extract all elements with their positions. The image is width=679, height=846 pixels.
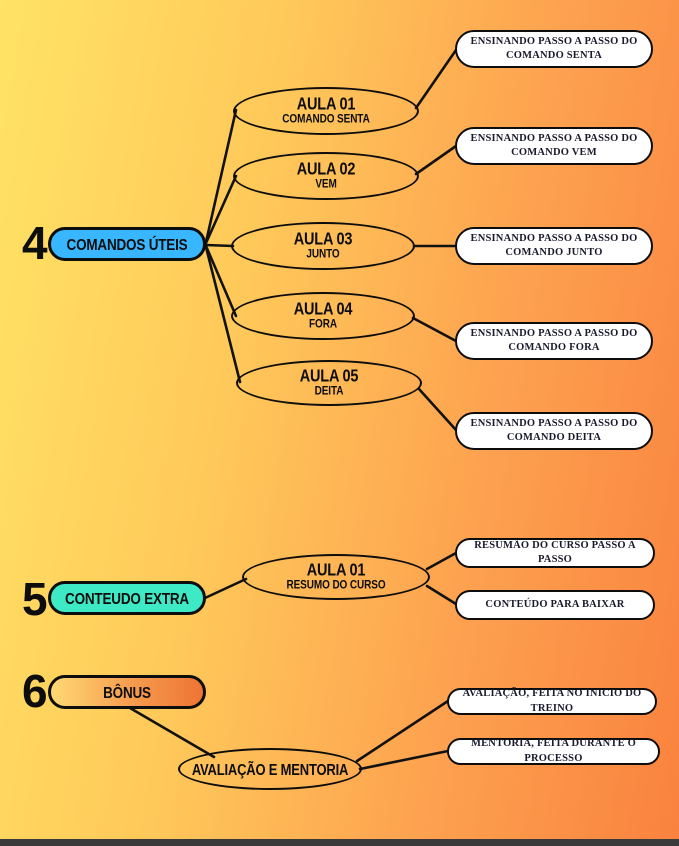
leaf-fora: ENSINANDO PASSO A PASSO DO COMANDO FORA (455, 322, 653, 360)
section-4-number: 4 (22, 217, 48, 269)
subtopic-title: AULA 01 (306, 561, 366, 581)
leaf-avaliacao: AVALIAÇÃO, FEITA NO INICIO DO TREINO (447, 688, 657, 715)
section-6-number: 6 (22, 665, 48, 717)
subtopic-aula-05-deita (236, 360, 422, 406)
leaf-resumao-do-curso: RESUMÃO DO CURSO PASSO A PASSO (455, 538, 655, 568)
subtopic-subtitle: COMANDO SENTA (282, 113, 370, 126)
subtopic-subtitle: JUNTO (306, 248, 340, 261)
section-4-topic-label: COMANDOS ÚTEIS (66, 235, 188, 253)
subtopic-subtitle: FORA (309, 318, 337, 331)
section-4-topic-comandos-uteis (48, 227, 206, 261)
section-5-topic-label: CONTEUDO EXTRA (65, 589, 189, 607)
bottom-edge-bar (0, 839, 679, 846)
subtopic-subtitle: RESUMO DO CURSO (286, 579, 386, 592)
subtopic-aula-01-comando-senta (233, 87, 419, 135)
subtopic-title: AULA 01 (296, 95, 356, 115)
subtopic-aula-01-resumo-do-curso (242, 554, 430, 600)
section-6-topic-bonus (48, 675, 206, 709)
section-5-topic-conteudo-extra (48, 581, 206, 615)
subtopic-subtitle: VEM (315, 178, 337, 191)
subtopic-aula-03-junto (231, 222, 415, 270)
subtopic-aula-04-fora (231, 292, 415, 340)
leaf-mentoria: MENTORIA, FEITA DURANTE O PROCESSO (447, 738, 660, 765)
subtopic-title: AULA 03 (293, 230, 353, 250)
subtopic-subtitle: DEITA (314, 385, 344, 398)
leaf-conteudo-para-baixar: CONTEÚDO PARA BAIXAR (455, 590, 655, 620)
subtopic-avaliacao-e-mentoria (178, 748, 362, 790)
section-5-number: 5 (22, 573, 48, 625)
subtopic-title: AULA 05 (299, 367, 359, 387)
subtopic-title: AVALIAÇÃO E MENTORIA (191, 760, 349, 778)
leaf-deita: ENSINANDO PASSO A PASSO DO COMANDO DEITA (455, 412, 653, 450)
subtopic-title: AULA 02 (296, 160, 356, 180)
leaf-junto: ENSINANDO PASSO A PASSO DO COMANDO JUNTO (455, 227, 653, 265)
leaf-vem: ENSINANDO PASSO A PASSO DO COMANDO VEM (455, 127, 653, 165)
subtopic-title: AULA 04 (293, 300, 353, 320)
section-6-topic-label: BÔNUS (103, 683, 151, 701)
subtopic-aula-02-vem (233, 152, 419, 200)
leaf-senta: ENSINANDO PASSO A PASSO DO COMANDO SENTA (455, 30, 653, 68)
